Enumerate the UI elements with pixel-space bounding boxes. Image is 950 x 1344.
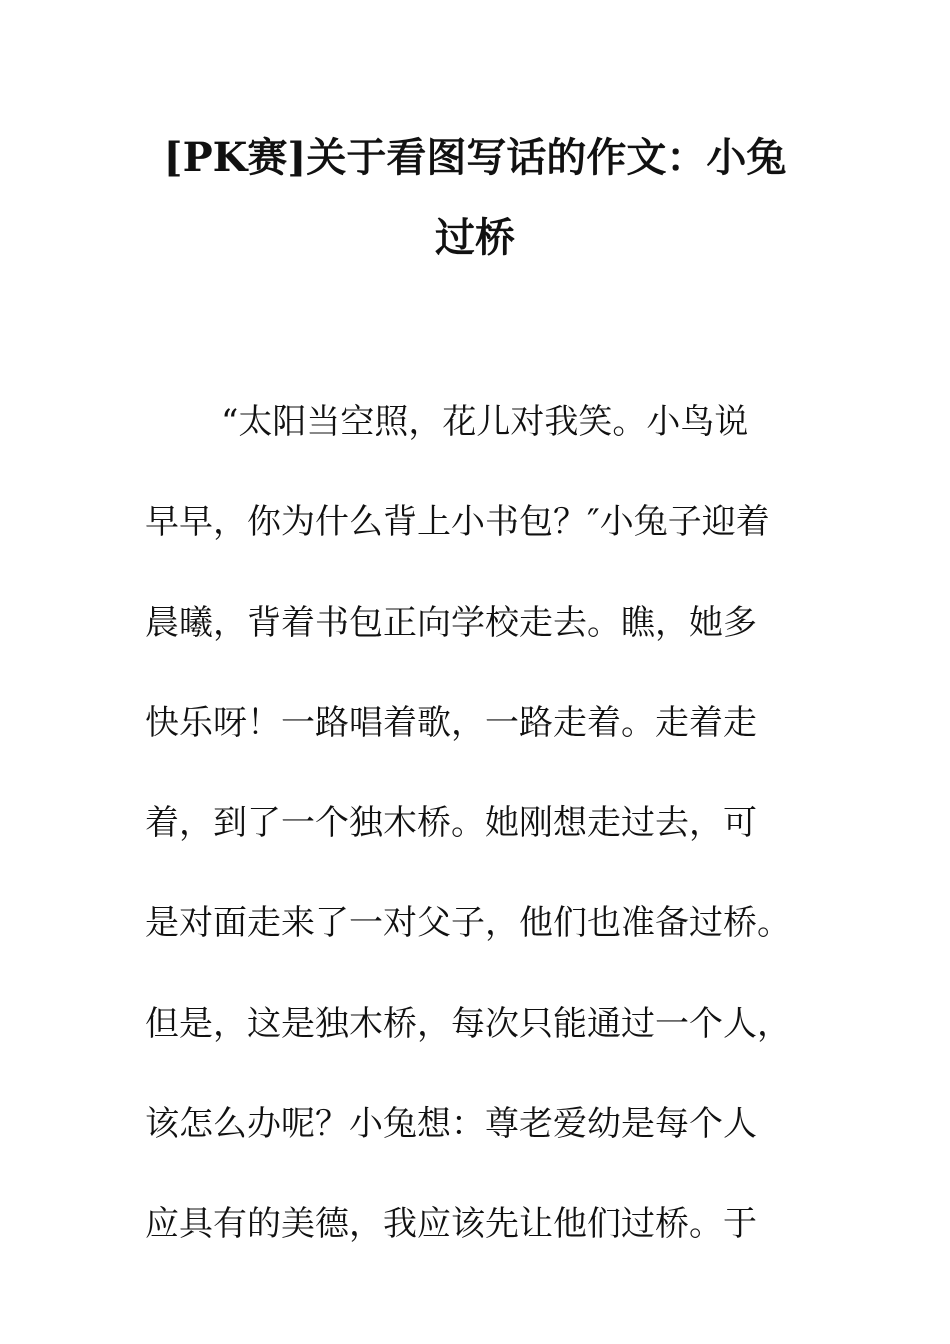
title-line: [PK赛]关于看图写话的作文：小兔 bbox=[163, 134, 787, 181]
paragraph-line: 晨曦，背着书包正向学校走去。瞧，她多 bbox=[145, 602, 757, 643]
paragraph-line: 快乐呀！一路唱着歌，一路走着。走着走 bbox=[145, 702, 757, 743]
title-line: 过桥 bbox=[435, 214, 515, 261]
paragraph-line: 该怎么办呢？小兔想：尊老爱幼是每个人 bbox=[145, 1104, 757, 1145]
document-title bbox=[120, 118, 830, 278]
paragraph-line: 是对面走来了一对父子，他们也准备过桥。 bbox=[145, 903, 791, 944]
paragraph-line: 但是，这是独木桥，每次只能通过一个人， bbox=[145, 1003, 791, 1044]
paragraph-line: 着，到了一个独木桥。她刚想走过去，可 bbox=[145, 803, 757, 844]
essay-paragraph bbox=[145, 372, 825, 1275]
paragraph-line: 早早，你为什么背上小书包？″小兔子迎着 bbox=[145, 502, 770, 543]
paragraph-line: “太阳当空照，花儿对我笑。小鸟说 bbox=[221, 402, 749, 442]
paragraph-line: 应具有的美德，我应该先让他们过桥。于 bbox=[145, 1204, 757, 1245]
